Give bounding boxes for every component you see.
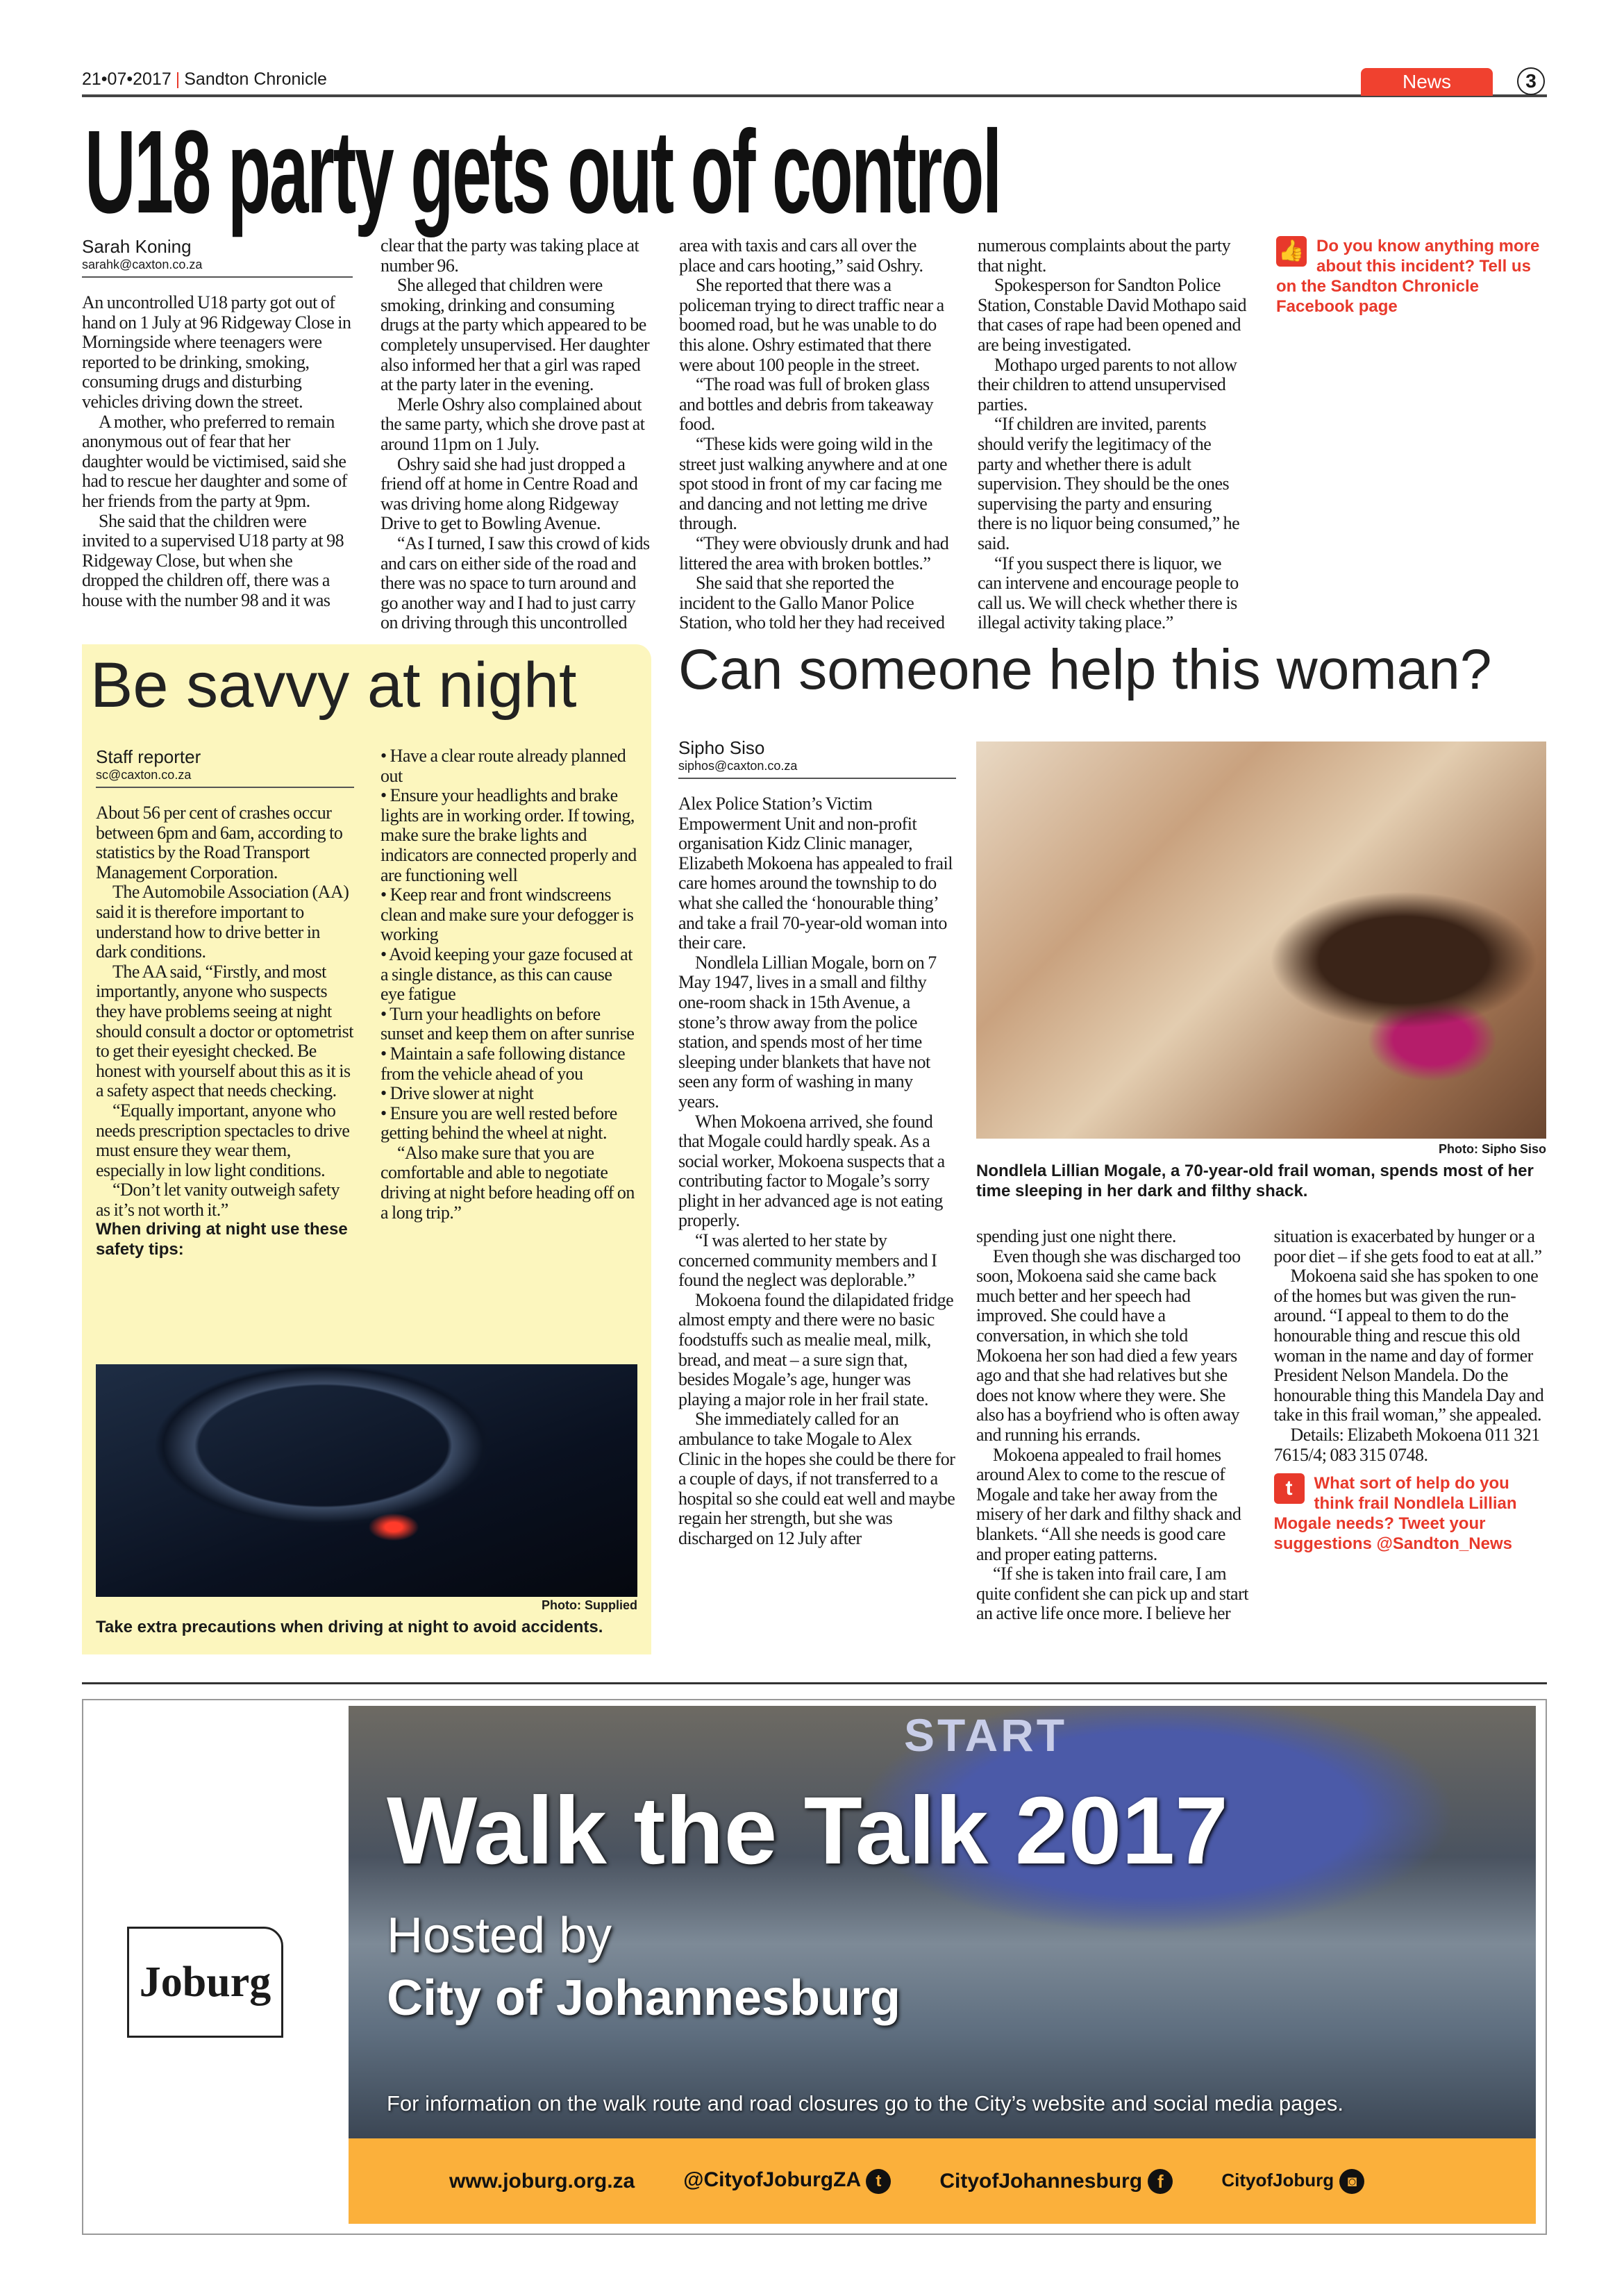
facebook-handle: CityofJohannesburg [939,2169,1143,2193]
paper-name: Sandton Chronicle [184,69,327,89]
lead-callout-question: Do you know anything more about this incident? [1316,237,1540,276]
paragraph: She said that she reported the incident to the Gallo Manor Police Station, who told her they had received numerous complaints about the party that night. [679,235,1231,633]
issue-date: 21•07•2017 [82,69,171,89]
page-header [82,69,1547,97]
paragraph: Mokoena found the dilapidated fridge almost empty and there were no basic foodstuffs such as mealie meal, milk, bread, and meat – a sure sign that, besides Mogale’s age, hunger was playing a major role in her frail state. [678,1289,954,1409]
ad-link-bar [349,2138,1536,2224]
lead-article [82,236,1547,639]
paragraph: “I was alerted to her state by concerned community members and I found the neglect was deplorable.” [678,1230,937,1291]
paragraph: Details: Elizabeth Mokoena 011 321 7615/4; 083 315 0748. [1273,1424,1540,1465]
paragraph: A mother, who preferred to remain anonymous out of fear that her daughter would be victimised, said she had to rescue her daughter and some of her friends from the party at 9pm. [82,411,347,511]
page-number: 3 [1517,67,1545,95]
lead-callout-cta: Tell us on the Sandton Chronicle Facebook page [1276,257,1531,316]
paragraph: Oshry said she had just dropped a friend off at home in Centre Road and was driving home along Ridgeway Drive to get to Bowling Avenue. [380,453,638,534]
help-column-1 [678,737,956,1549]
tips-list [380,746,637,1143]
paragraph: Mokoena appealed to frail homes around Alex to come to the rescue of Mogale and take her away from the misery of her dark and filthy shack and blankets. “All she needs is good care and proper eating patterns. [976,1444,1241,1564]
paragraph: She said that the children were invited to a supervised U18 party at 98 Ridgeway Close, but when she dropped the children off, there was a house with the number 98 and it was clear that the party was taking place at number 96. [82,235,639,610]
paragraph: “If children are invited, parents should verify the legitimacy of the party and whether there is adult supervision. They should be the ones supervising the party and ensuring there is no liquor being consumed,” he said. [978,414,1240,553]
help-headline: Can someone help this woman? [678,638,1492,701]
help-byline: Sipho Siso [678,737,765,758]
twitter-handle: @CityofJoburgZA [683,2168,860,2191]
help-photo-credit: Photo: Sipho Siso [1439,1142,1546,1156]
paragraph: Mothapo urged parents to not allow their children to attend unsupervised parties. [978,354,1237,414]
lead-byline: Sarah Koning [82,236,192,257]
instagram-icon: ◙ [1339,2169,1364,2194]
facebook-link[interactable] [939,2169,1173,2194]
tip-item: • Ensure your headlights and brake lights are in working order. If towing, make sure the brake lights and indicators are connected properly and are functioning well [380,786,637,885]
paragraph: She alleged that children were smoking, drinking and consuming drugs at the party which appeared to be completely unsupervised. Her daughter also informed her that a girl was raped at the party later in the evening. [380,275,650,395]
twitter-icon: t [1274,1473,1305,1504]
paragraph: The Automobile Association (AA) said it is therefore important to understand how to drive better in dark conditions. [96,882,349,962]
paragraph: When Mokoena arrived, she found that Mogale could hardly speak. As a social worker, Mokoena suspects that a contributing factor to Mogale’s sorry plight in her advanced age is not eating properly. [678,1111,945,1231]
woman-photo [976,741,1546,1139]
help-caption: Nondlela Lillian Mogale, a 70-year-old frail woman, spends most of her time sleeping in her dark and filthy shack. [976,1162,1534,1200]
tip-item: • Maintain a safe following distance from the vehicle ahead of you [380,1044,637,1084]
tip-item: • Ensure you are well rested before getting behind the wheel at night. [380,1104,637,1143]
start-banner: START [904,1709,1068,1761]
paragraph: Alex Police Station’s Victim Empowerment Unit and non-profit organisation Kidz Clinic manager, Elizabeth Mokoena has appealed to frail care homes around the township to do what she called the ‘honourable thing’ and take a frail 70-year-old woman into their care. [678,794,953,953]
help-callout-question: What sort of help do you think frail Nondlela Lillian Mogale needs? [1273,1474,1517,1534]
paragraph: “Don’t let vanity outweigh safety as it’s not worth it.” [96,1180,340,1220]
ad-host: City of Johannesburg [387,1970,901,2026]
paragraph: “If she is taken into frail care, I am quite confident she can pick up and start an active life once more. I believe her situation is exacerbated by hunger or a poor diet – if she gets food to eat at all.” [976,1226,1542,1624]
savvy-email: sc@caxton.co.za [96,767,354,788]
ad-title: Walk the Talk 2017 [387,1777,1228,1884]
paragraph: An uncontrolled U18 party got out of hand on 1 July at 96 Ridgeway Close in Morningside where teenagers were reported to be drinking, smoking, consuming drugs and disturbing vehicles driving down the street. [82,292,351,412]
paragraph: “Equally important, anyone who needs prescription spectacles to drive must ensure they wear them, especially in low light conditions. [96,1100,350,1180]
help-email: siphos@caxton.co.za [678,758,956,779]
help-paragraphs-a [678,794,956,1549]
paragraph: “They were obviously drunk and had littered the area with broken bottles.” [679,533,949,573]
help-paragraphs-b [976,1227,1546,1661]
paragraph: She reported that there was a policeman trying to direct traffic near a boomed road, but he was unable to do this alone. Oshry estimated that there were about 100 people in the street. [679,275,944,375]
dashboard-photo [96,1364,637,1597]
paragraph: “As I turned, I saw this crowd of kids and cars on either side of the road and there was no space to turn around and go another way and I had to just carry on driving through this uncontrolled area with taxis and cars all over the place and cars hooting,” said Oshry. [380,235,923,633]
paragraph: She immediately called for an ambulance to take Mogale to Alex Clinic in the hopes she could be there for a couple of days, if not transferred to a hospital so she could eat well and maybe regain her strength, but she was discharged on 12 July after [678,1409,955,1548]
header-separator: | [175,69,181,89]
help-callout [1274,1473,1547,1554]
lead-paragraphs [82,236,1248,639]
savvy-caption: Take extra precautions when driving at night to avoid accidents. [96,1618,603,1636]
instagram-link[interactable] [1221,2168,1364,2194]
twitter-link[interactable] [683,2168,891,2194]
savvy-photo-credit: Photo: Supplied [542,1598,637,1612]
joburg-logo [127,1927,283,2038]
savvy-headline: Be savvy at night [90,650,577,721]
paragraph: Merle Oshry also complained about the same party, which she drove past at around 11pm on 1 July. [380,394,645,454]
paragraph: About 56 per cent of crashes occur between 6pm and 6am, according to statistics by the Road Transport Management Corporation. [96,803,343,882]
twitter-icon: t [866,2169,891,2194]
tip-item: • Keep rear and front windscreens clean and make sure your defogger is working [380,885,637,945]
tip-item: • Turn your headlights on before sunset and keep them on after sunrise [380,1005,637,1044]
tip-item: • Avoid keeping your gaze focused at a single distance, as this can cause eye fatigue [380,945,637,1005]
paragraph: Spokesperson for Sandton Police Station, Constable David Mothapo said that cases of rape had been opened and are being investigated. [978,275,1246,355]
website-link[interactable]: www.joburg.org.za [449,2169,635,2193]
paragraph: Even though she was discharged too soon, Mokoena said she came back much better and her speech had improved. She could have a conversation, in which she told Mokoena her son had died a few years ago and that she had relatives but she does not know where they were. She also has a boyfriend who is often away and running his errands. [976,1246,1241,1445]
joburg-logo-text: Joburg [139,1958,271,2006]
lead-headline: U18 party gets out of control [85,106,1001,238]
paragraph: “The road was full of broken glass and bottles and debris from takeaway food. [679,374,934,435]
lead-callout [1276,236,1547,317]
paragraph: Nondlela Lillian Mogale, born on 7 May 1947, lives in a small and filthy one-room shack in 15th Avenue, a stone’s throw away from the police station, and spends most of her time sleeping under blankets that have not seen any form of washing in many years. [678,952,937,1112]
paragraph: The AA said, “Firstly, and most importantly, anyone who suspects they have problems seeing at night should consult a doctor or optometrist to get their eyesight checked. Be honest with yourself about this as it is a safety aspect that needs checking. [96,961,354,1101]
savvy-byline: Staff reporter [96,746,201,767]
instagram-handle: CityofJoburg [1221,2170,1334,2190]
help-continuation: spending just one night there. [976,1226,1176,1246]
savvy-column-1 [96,746,354,1260]
savvy-paragraphs [96,803,354,1220]
help-columns-2-3 [976,1227,1546,1661]
ad-crowd-photo[interactable] [349,1706,1536,2138]
paragraph: Mokoena said she has spoken to one of the homes but was given the run-around. “I appeal to them to do the honourable thing and rescue this old woman in the name and day of former President Nelson Mandela. Do the honourable thing this Mandela Day and take in this frail woman,” she appealed. [1273,1266,1544,1425]
section-tab: News [1361,68,1493,96]
lead-email: sarahk@caxton.co.za [82,257,353,278]
savvy-closing: “Also make sure that you are comfortable and able to negotiate driving at night before heading off on a long trip.” [380,1142,635,1223]
facebook-icon: f [1148,2169,1173,2194]
ad-hosted: Hosted by [387,1908,612,1963]
paragraph: “These kids were going wild in the street just walking anywhere and at one spot stood in front of my car facing me and dancing and not letting me drive through. [679,433,948,534]
help-callout-cta: Tweet your suggestions @Sandton_News [1273,1514,1512,1554]
savvy-column-2 [380,746,637,1223]
paragraph: “If you suspect there is liquor, we can intervene and encourage people to call us. We will check whether there is illegal activity taking place.” [978,553,1239,633]
facebook-like-icon: 👍 [1276,236,1307,267]
ad-info: For information on the walk route and road closures go to the City’s website and social media pages. [387,2091,1343,2115]
tips-heading: When driving at night use these safety tips: [96,1220,348,1259]
divider [82,1682,1547,1684]
tip-item: • Drive slower at night [380,1084,637,1104]
tip-item: • Have a clear route already planned out [380,746,637,786]
